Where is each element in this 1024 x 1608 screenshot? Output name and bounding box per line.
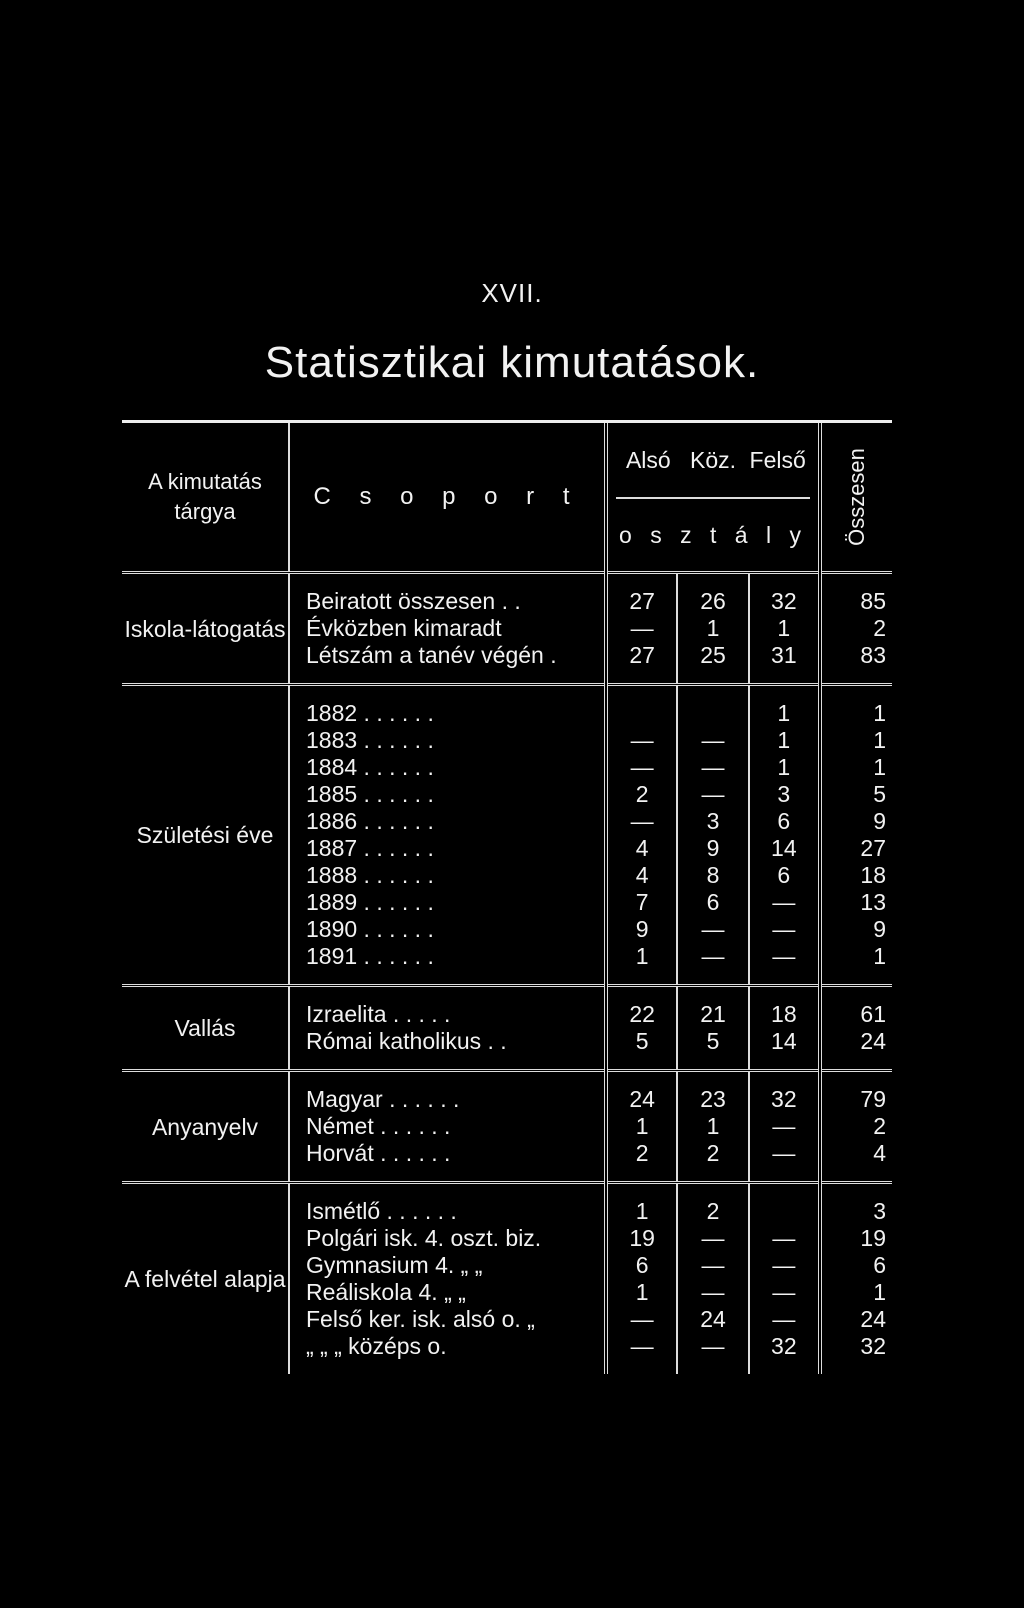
header-total-cell [820, 423, 892, 573]
cell-koz: 24 [677, 1306, 748, 1333]
row-label: Római katholikus . . [289, 1028, 606, 1055]
row-spacer [122, 1184, 892, 1198]
row-spacer [122, 1167, 892, 1183]
header-col-koz: Köz. [689, 446, 737, 473]
cell-felso: 14 [749, 835, 820, 862]
page-title: Statisztikai kimutatások. [264, 338, 760, 387]
cell-total: 32 [860, 1333, 886, 1359]
cell-felso: 1 [749, 700, 820, 727]
stat-table-grid [122, 423, 892, 1374]
table-row [122, 700, 892, 727]
cell-also: — [606, 754, 677, 781]
row-spacer [122, 669, 892, 685]
cell-koz: 6 [677, 889, 748, 916]
cell-also: — [606, 615, 677, 642]
row-label: Horvát . . . . . . [289, 1140, 606, 1167]
table-row [122, 1198, 892, 1225]
row-label: 1883 . . . . . . [289, 727, 606, 754]
row-spacer [122, 987, 892, 1001]
row-label: Ismétlő . . . . . . [289, 1198, 606, 1225]
cell-total: 6 [873, 1252, 886, 1278]
cell-felso: — [749, 1140, 820, 1167]
row-label: 1882 . . . . . . [289, 700, 606, 727]
cell-koz: — [677, 727, 748, 754]
row-label: 1887 . . . . . . [289, 835, 606, 862]
cell-total: 5 [873, 781, 886, 807]
cell-felso: — [749, 1225, 820, 1252]
section-subject: Születési éve [122, 700, 289, 970]
header-total: Összesen [844, 448, 869, 546]
cell-felso: — [749, 889, 820, 916]
cell-total: 61 [860, 1001, 886, 1027]
cell-felso: — [749, 916, 820, 943]
header-osztaly [606, 423, 820, 573]
cell-also: 5 [606, 1028, 677, 1055]
cell-also: 1 [606, 1113, 677, 1140]
row-spacer [122, 1072, 892, 1086]
cell-koz: 25 [677, 642, 748, 669]
header-col-also: Alsó [625, 446, 671, 473]
cell-also [606, 700, 677, 727]
section-subject: Anyanyelv [122, 1086, 289, 1167]
cell-total: 18 [860, 862, 886, 888]
cell-total: 24 [860, 1028, 886, 1054]
row-label: Évközben kimaradt [289, 615, 606, 642]
cell-also: 19 [606, 1225, 677, 1252]
cell-also: 4 [606, 835, 677, 862]
cell-also: 9 [606, 916, 677, 943]
cell-also: 7 [606, 889, 677, 916]
cell-koz: 5 [677, 1028, 748, 1055]
cell-koz: 1 [677, 615, 748, 642]
cell-koz: — [677, 943, 748, 970]
cell-total: 19 [860, 1225, 886, 1251]
section-subject: Vallás [122, 1001, 289, 1055]
header-col-felso: Felső [749, 446, 806, 473]
row-label: 1889 . . . . . . [289, 889, 606, 916]
cell-also: 1 [606, 943, 677, 970]
cell-koz: — [677, 1225, 748, 1252]
cell-also: 2 [606, 1140, 677, 1167]
row-label: Gymnasium 4. „ „ [289, 1252, 606, 1279]
page-number: XVII. [481, 278, 543, 308]
row-label: „ „ „ középs o. [289, 1333, 606, 1360]
row-spacer [122, 970, 892, 986]
cell-felso: 6 [749, 862, 820, 889]
cell-koz: 2 [677, 1140, 748, 1167]
cell-koz: 21 [677, 1001, 748, 1028]
cell-koz: — [677, 1333, 748, 1360]
cell-felso: 6 [749, 808, 820, 835]
cell-felso: 1 [749, 727, 820, 754]
cell-felso: 31 [749, 642, 820, 669]
cell-total: 83 [860, 642, 886, 668]
cell-koz: 8 [677, 862, 748, 889]
row-label: Magyar . . . . . . [289, 1086, 606, 1113]
header-class-columns [616, 423, 810, 499]
cell-total: 1 [873, 1279, 886, 1305]
cell-koz: — [677, 1252, 748, 1279]
cell-total: 1 [873, 727, 886, 753]
row-label: Izraelita . . . . . [289, 1001, 606, 1028]
cell-also: 2 [606, 781, 677, 808]
cell-also: 1 [606, 1279, 677, 1306]
row-label: Beiratott összesen . . [289, 588, 606, 615]
table-row [122, 588, 892, 615]
cell-total: 27 [860, 835, 886, 861]
cell-also: 27 [606, 588, 677, 615]
header-subject: A kimutatás tárgya [122, 423, 289, 573]
row-label: 1890 . . . . . . [289, 916, 606, 943]
cell-felso: — [749, 1279, 820, 1306]
section-subject: Iskola-látogatás [122, 588, 289, 669]
row-label: 1885 . . . . . . [289, 781, 606, 808]
cell-koz: 26 [677, 588, 748, 615]
cell-total: 4 [873, 1140, 886, 1166]
cell-also: — [606, 1306, 677, 1333]
row-label: 1884 . . . . . . [289, 754, 606, 781]
row-label: 1888 . . . . . . [289, 862, 606, 889]
row-spacer [122, 1055, 892, 1071]
cell-also: 6 [606, 1252, 677, 1279]
cell-felso: 14 [749, 1028, 820, 1055]
row-label: Felső ker. isk. alsó o. „ [289, 1306, 606, 1333]
cell-felso: 32 [749, 1333, 820, 1360]
cell-total: 9 [873, 916, 886, 942]
cell-koz [677, 700, 748, 727]
cell-also: 24 [606, 1086, 677, 1113]
cell-felso: — [749, 1252, 820, 1279]
row-spacer [122, 1360, 892, 1374]
cell-felso: 1 [749, 615, 820, 642]
table-row [122, 1086, 892, 1113]
row-label: Polgári isk. 4. oszt. biz. [289, 1225, 606, 1252]
cell-koz: — [677, 781, 748, 808]
cell-total: 85 [860, 588, 886, 614]
cell-also: — [606, 808, 677, 835]
cell-felso: 32 [749, 1086, 820, 1113]
cell-total: 13 [860, 889, 886, 915]
cell-koz: — [677, 1279, 748, 1306]
row-label: Német . . . . . . [289, 1113, 606, 1140]
cell-koz: 9 [677, 835, 748, 862]
header-row [122, 423, 892, 573]
cell-koz: 23 [677, 1086, 748, 1113]
cell-total: 1 [873, 754, 886, 780]
statistics-table [122, 420, 892, 1374]
cell-felso: 1 [749, 754, 820, 781]
cell-felso: 3 [749, 781, 820, 808]
section-subject: A felvétel alapja [122, 1198, 289, 1360]
row-label: 1886 . . . . . . [289, 808, 606, 835]
cell-also: — [606, 727, 677, 754]
row-label: 1891 . . . . . . [289, 943, 606, 970]
cell-felso [749, 1198, 820, 1225]
row-label: Létszám a tanév végén . [289, 642, 606, 669]
cell-total: 24 [860, 1306, 886, 1332]
cell-felso: 18 [749, 1001, 820, 1028]
header-osztaly-label: o s z t á l y [619, 521, 807, 548]
cell-total: 2 [873, 1113, 886, 1139]
cell-koz: 1 [677, 1113, 748, 1140]
cell-felso: 32 [749, 588, 820, 615]
cell-also: 1 [606, 1198, 677, 1225]
cell-felso: — [749, 943, 820, 970]
header-group: C s o p o r t [289, 423, 606, 573]
cell-felso: — [749, 1306, 820, 1333]
cell-total: 1 [873, 943, 886, 969]
table-row [122, 1001, 892, 1028]
cell-total: 79 [860, 1086, 886, 1112]
cell-koz: 2 [677, 1198, 748, 1225]
row-spacer [122, 686, 892, 700]
cell-felso: — [749, 1113, 820, 1140]
cell-koz: — [677, 754, 748, 781]
cell-also: 4 [606, 862, 677, 889]
cell-koz: — [677, 916, 748, 943]
cell-total: 1 [873, 700, 886, 726]
cell-total: 9 [873, 808, 886, 834]
cell-also: 22 [606, 1001, 677, 1028]
row-label: Reáliskola 4. „ „ [289, 1279, 606, 1306]
row-spacer [122, 574, 892, 588]
cell-also: — [606, 1333, 677, 1360]
cell-total: 3 [873, 1198, 886, 1224]
cell-also: 27 [606, 642, 677, 669]
cell-koz: 3 [677, 808, 748, 835]
cell-total: 2 [873, 615, 886, 641]
